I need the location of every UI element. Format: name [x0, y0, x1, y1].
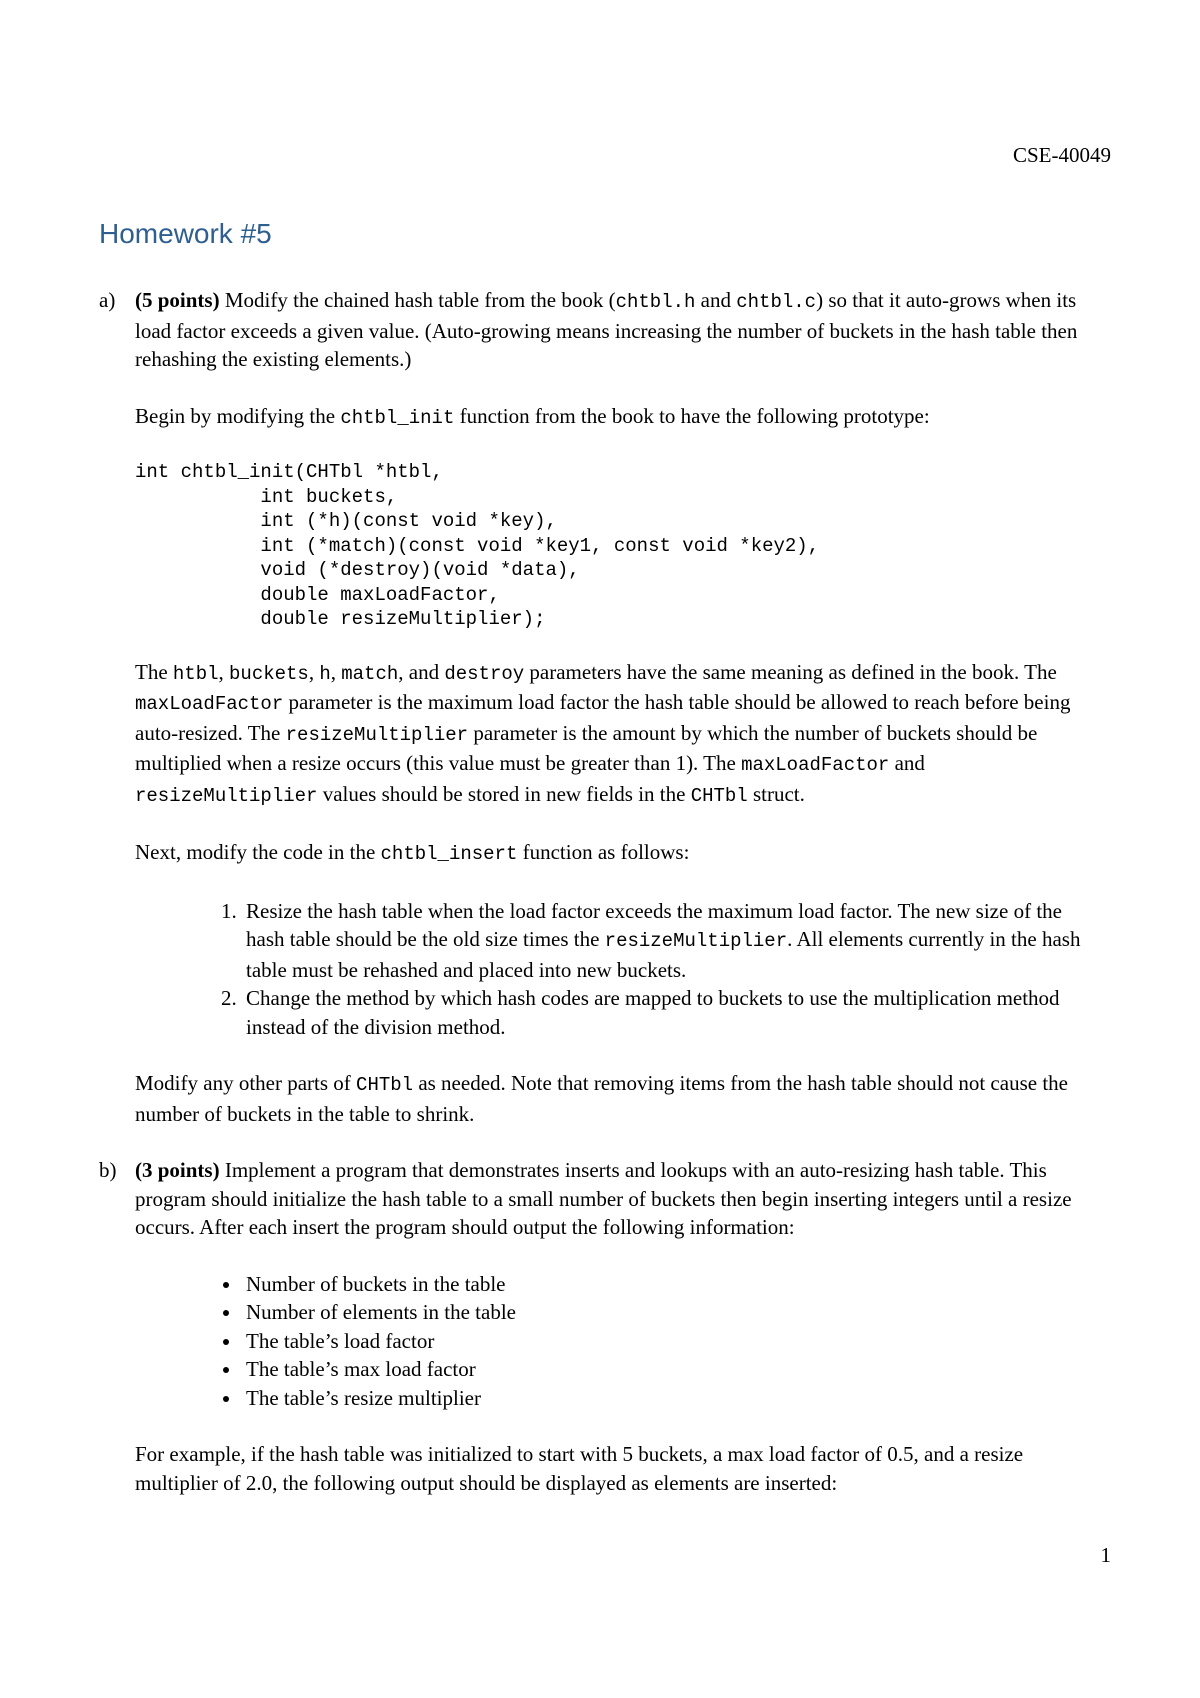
part-b-marker: b) [99, 1158, 117, 1182]
list-item: • Number of buckets in the table [242, 1270, 1104, 1299]
list-item: • The table’s load factor [242, 1327, 1104, 1356]
part-a-points: (5 points) [135, 288, 220, 312]
course-code: CSE-40049 [1012, 143, 1111, 167]
document-body [99, 286, 1104, 1525]
part-a-modify: Modify any other parts of CHTbl as needed. Note that removing items from the hash table should not cause the number of buckets in the table to shrink. [135, 1071, 1068, 1126]
info-bullets [99, 1270, 1104, 1413]
list-item: • Number of elements in the table [242, 1298, 1104, 1327]
part-a [99, 286, 1104, 432]
part-a-intro: (5 points) Modify the chained hash table from the book (chtbl.h and chtbl.c) so that it auto-grows when its load factor exceeds a given value. (Auto-growing means increasing the number of buckets in the hash table then rehashing the existing elements.) [135, 288, 1078, 371]
part-a-begin: Begin by modifying the chtbl_init function from the book to have the following prototype: [135, 403, 930, 429]
steps-list [99, 897, 1104, 1042]
part-b-example-text: For example, if the hash table was initialized to start with 5 buckets, a max load factor of 0.5, and a resize multiplier of 2.0, the following output should be displayed as elements are inserted: [135, 1442, 1024, 1495]
part-b [99, 1156, 1104, 1242]
part-b-example [99, 1440, 1104, 1497]
list-item: 1. Resize the hash table when the load factor exceeds the maximum load factor. The new size of the hash table should be the old size times the resizeMultiplier. All elements currently in the hash table must be rehashed and placed into new buckets. [242, 897, 1104, 985]
list-item: • The table’s max load factor [242, 1355, 1104, 1384]
part-a-next: Next, modify the code in the chtbl_insert function as follows: [135, 840, 690, 865]
page-title: Homework #5 [99, 218, 272, 249]
part-a-end [99, 1069, 1104, 1128]
list-item: 2. Change the method by which hash codes are mapped to buckets to use the multiplication method instead of the division method. [242, 984, 1104, 1041]
part-b-points: (3 points) [135, 1158, 220, 1182]
part-a-params: The htbl, buckets, h, match, and destroy parameters have the same meaning as defined in the book. The maxLoadFactor parameter is the maximum load factor the hash table should be allowed to reach before being auto-resized. The resizeMultiplier parameter is the amount by which the number of buckets should be multiplied when a resize occurs (this value must be greater than 1). The maxLoadFactor and resizeMultiplier values should be stored in new fields in the CHTbl struct. [135, 659, 1071, 807]
page-number: 1 [1100, 1543, 1111, 1567]
part-a-marker: a) [99, 288, 116, 312]
list-item: • The table’s resize multiplier [242, 1384, 1104, 1413]
part-a-continued [99, 658, 1104, 869]
code-prototype: int chtbl_init(CHTbl *htbl, int buckets, int (*h)(const void *key), int (*match)(const void *key1, const void *key2), void (*destroy)(void *data), double maxLoadFactor, double resizeMultiplier); [135, 461, 820, 630]
part-b-intro: (3 points) Implement a program that demonstrates inserts and lookups with an auto-resizing hash table. This program should initialize the hash table to a small number of buckets then begin inserting integers until a resize occurs. After each insert the program should output the following information: [135, 1158, 1072, 1239]
